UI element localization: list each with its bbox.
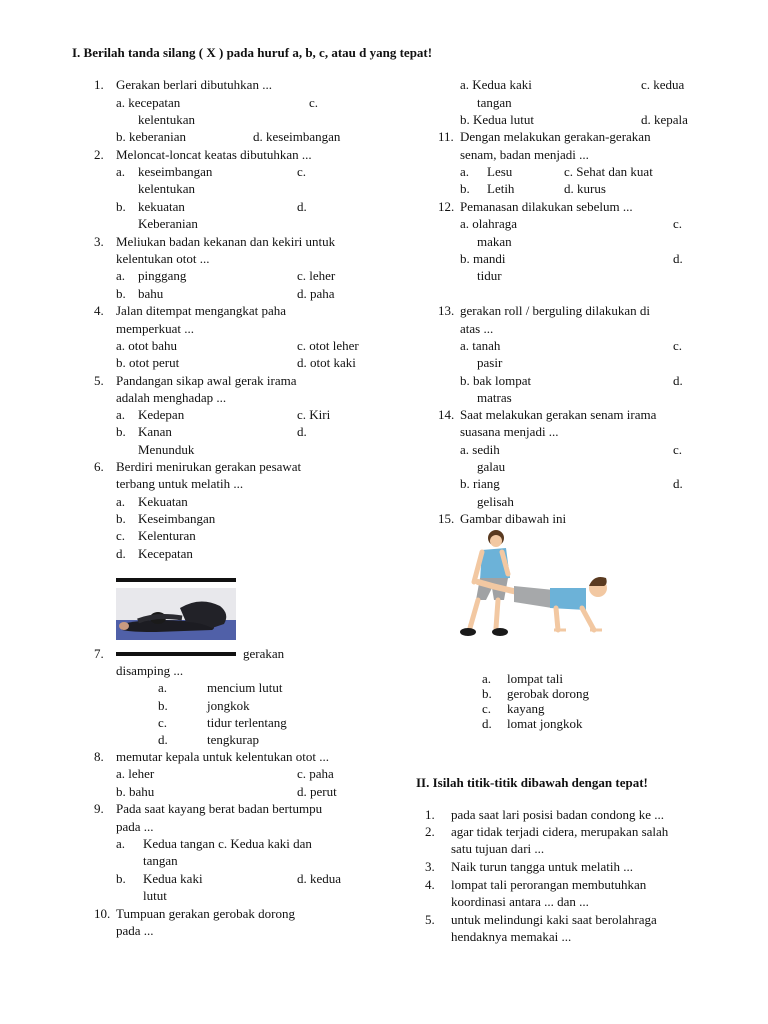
question-text: Meliukan badan kekanan dan kekiri untuk — [116, 234, 336, 249]
question-number: 10. — [94, 906, 111, 921]
option-d-wrap: lutut — [143, 888, 167, 903]
option-b: Keseimbangan — [138, 511, 216, 526]
option-a: a. sedih — [460, 442, 500, 457]
option-c: c. — [673, 338, 683, 353]
question-number: 15. — [438, 511, 455, 526]
option-c: c. Sehat dan kuat — [564, 164, 653, 179]
fill-item-number: 2. — [425, 824, 435, 839]
option-c: Kelenturan — [138, 528, 196, 543]
option-c: c. — [297, 164, 307, 179]
question-text-line2: atas ... — [460, 321, 494, 336]
option-letter-a: a. — [116, 836, 126, 851]
option-d: lomat jongkok — [507, 716, 583, 731]
option-b: bahu — [138, 286, 164, 301]
question-text: gerakan — [243, 646, 285, 661]
option-b: Letih — [487, 181, 515, 196]
option-d-wrap: matras — [477, 390, 512, 405]
section-1-title: I. Berilah tanda silang ( X ) pada huruf a, b, c, atau d yang tepat! — [72, 45, 433, 60]
option-d: tengkurap — [207, 732, 259, 747]
question-number: 12. — [438, 199, 455, 214]
fill-item-number: 4. — [425, 877, 435, 892]
option-letter-c: c. — [116, 528, 126, 543]
option-d-wrap: gelisah — [477, 494, 514, 509]
question-text-line2: kelentukan otot ... — [116, 251, 210, 266]
question-text: memutar kepala untuk kelentukan otot ... — [116, 749, 329, 764]
option-a-wrap: tangan — [143, 853, 178, 868]
option-b: jongkok — [207, 698, 250, 713]
option-d: d. — [297, 199, 307, 214]
option-a: keseimbangan — [138, 164, 213, 179]
option-a: a. tanah — [460, 338, 501, 353]
question-text: Berdiri menirukan gerakan pesawat — [116, 459, 302, 474]
question-number: 9. — [94, 801, 104, 816]
option-d-wrap: Keberanian — [138, 216, 198, 231]
option-d: Kecepatan — [138, 546, 193, 561]
option-a: mencium lutut — [207, 680, 283, 695]
option-a: a. kecepatan — [116, 95, 181, 110]
option-c: kayang — [507, 701, 545, 716]
question-number: 3. — [94, 234, 104, 249]
option-d: d. perut — [297, 784, 337, 799]
option-letter-b: b. — [116, 424, 126, 439]
option-letter-a: a. — [116, 268, 126, 283]
option-letter-a: a. — [460, 164, 470, 179]
fill-item-text: lompat tali perorangan membutuhkan — [451, 877, 647, 892]
option-letter-b: b. — [116, 511, 126, 526]
question-text: Saat melakukan gerakan senam irama — [460, 407, 657, 422]
question-text-line2: pada ... — [116, 923, 154, 938]
fill-item-number: 3. — [425, 859, 435, 874]
question-text-line2: adalah menghadap ... — [116, 390, 227, 405]
option-b: Kedua kaki — [143, 871, 203, 886]
option-c-wrap: pasir — [477, 355, 503, 370]
option-b: gerobak dorong — [507, 686, 589, 701]
option-b: b. riang — [460, 476, 500, 491]
question-text: Dengan melakukan gerakan-gerakan — [460, 129, 651, 144]
fill-item-text-line2: satu tujuan dari ... — [451, 841, 545, 856]
question-number: 6. — [94, 459, 104, 474]
option-a: lompat tali — [507, 671, 563, 686]
option-a: pinggang — [138, 268, 187, 283]
option-a: Kekuatan — [138, 494, 188, 509]
forward-bend-illustration — [116, 588, 236, 640]
option-letter-d: d. — [158, 732, 168, 747]
option-b: Kanan — [138, 424, 172, 439]
option-b: b. bak lompat — [460, 373, 532, 388]
option-a: a. Kedua kaki — [460, 77, 532, 92]
option-a: Lesu — [487, 164, 513, 179]
option-b: b. mandi — [460, 251, 506, 266]
question-text: Gambar dibawah ini — [460, 511, 567, 526]
question-number: 7. — [94, 646, 104, 661]
option-c: tidur terlentang — [207, 715, 287, 730]
option-letter-c: c. — [158, 715, 168, 730]
fill-item-text: untuk melindungi kaki saat berolahraga — [451, 912, 657, 927]
option-d-wrap: tidur — [477, 268, 502, 283]
question-number: 5. — [94, 373, 104, 388]
option-d: d. otot kaki — [297, 355, 356, 370]
option-letter-a: a. — [158, 680, 168, 695]
option-c: c. kedua — [641, 77, 685, 92]
option-a: Kedepan — [138, 407, 185, 422]
question-number: 11. — [438, 129, 454, 144]
option-a: a. olahraga — [460, 216, 518, 231]
option-b: b. bahu — [116, 784, 155, 799]
option-d: d. — [673, 251, 683, 266]
option-b: b. keberanian — [116, 129, 187, 144]
option-d: d. — [673, 373, 683, 388]
option-b: b. otot perut — [116, 355, 180, 370]
option-d: d. kurus — [564, 181, 606, 196]
option-letter-d: d. — [482, 716, 492, 731]
option-letter-a: a. — [482, 671, 492, 686]
option-c: c. otot leher — [297, 338, 359, 353]
question-number: 1. — [94, 77, 104, 92]
question-number: 14. — [438, 407, 455, 422]
question-text: Tumpuan gerakan gerobak dorong — [116, 906, 295, 921]
option-c: c. leher — [297, 268, 336, 283]
option-letter-a: a. — [116, 407, 126, 422]
fill-item-text-line2: koordinasi antara ... dan ... — [451, 894, 589, 909]
question-number: 4. — [94, 303, 104, 318]
fill-item-text-line2: hendaknya memakai ... — [451, 929, 572, 944]
question-number: 13. — [438, 303, 455, 318]
question-text-line2: terbang untuk melatih ... — [116, 476, 244, 491]
option-d: d. kedua — [297, 871, 342, 886]
option-letter-b: b. — [116, 871, 126, 886]
question-text-line2: memperkuat ... — [116, 321, 194, 336]
question-text: gerakan roll / berguling dilakukan di — [460, 303, 651, 318]
option-d: d. — [297, 424, 307, 439]
question-text-line2: disamping ... — [116, 663, 184, 678]
option-d: d. — [673, 476, 683, 491]
wheelbarrow-exercise-illustration — [458, 528, 618, 640]
option-b: b. Kedua lutut — [460, 112, 535, 127]
option-letter-b: b. — [482, 686, 492, 701]
option-a: a. leher — [116, 766, 155, 781]
option-d: d. keseimbangan — [253, 129, 341, 144]
question-number: 2. — [94, 147, 104, 162]
option-c-wrap: galau — [477, 459, 506, 474]
option-c-wrap: makan — [477, 234, 512, 249]
option-c: c. — [309, 95, 319, 110]
fill-item-number: 5. — [425, 912, 435, 927]
option-letter-b: b. — [460, 181, 470, 196]
option-d: d. paha — [297, 286, 335, 301]
question-text: Jalan ditempat mengangkat paha — [116, 303, 287, 318]
option-c-wrap: tangan — [477, 95, 512, 110]
question-text: Pada saat kayang berat badan bertumpu — [116, 801, 323, 816]
option-d-wrap: Menunduk — [138, 442, 195, 457]
option-letter-a: a. — [116, 494, 126, 509]
option-letter-d: d. — [116, 546, 126, 561]
question-text: Gerakan berlari dibutuhkan ... — [116, 77, 272, 92]
option-b: kekuatan — [138, 199, 185, 214]
question-number: 8. — [94, 749, 104, 764]
question-text-line2: suasana menjadi ... — [460, 424, 559, 439]
decorative-rule — [116, 578, 236, 582]
option-a: a. otot bahu — [116, 338, 178, 353]
option-letter-b: b. — [116, 199, 126, 214]
section-2-title: II. Isilah titik-titik dibawah dengan tepat! — [416, 775, 648, 790]
question-text: Pemanasan dilakukan sebelum ... — [460, 199, 633, 214]
option-c: c. paha — [297, 766, 334, 781]
option-c: c. — [673, 216, 683, 231]
decorative-rule — [116, 652, 236, 656]
option-a: Kedua tangan c. Kedua kaki dan — [143, 836, 312, 851]
option-letter-b: b. — [116, 286, 126, 301]
option-letter-a: a. — [116, 164, 126, 179]
option-c: c. Kiri — [297, 407, 331, 422]
option-c: c. — [673, 442, 683, 457]
question-text: Pandangan sikap awal gerak irama — [116, 373, 297, 388]
option-letter-b: b. — [158, 698, 168, 713]
option-d: d. kepala — [641, 112, 688, 127]
question-text-line2: senam, badan menjadi ... — [460, 147, 589, 162]
fill-item-number: 1. — [425, 807, 435, 822]
fill-item-text: pada saat lari posisi badan condong ke ... — [451, 807, 664, 822]
option-c-wrap: kelentukan — [138, 112, 196, 127]
option-c-wrap: kelentukan — [138, 181, 196, 196]
option-letter-c: c. — [482, 701, 492, 716]
fill-item-text: agar tidak terjadi cidera, merupakan salah — [451, 824, 669, 839]
question-text: Meloncat-loncat keatas dibutuhkan ... — [116, 147, 312, 162]
question-text-line2: pada ... — [116, 819, 154, 834]
fill-item-text: Naik turun tangga untuk melatih ... — [451, 859, 633, 874]
